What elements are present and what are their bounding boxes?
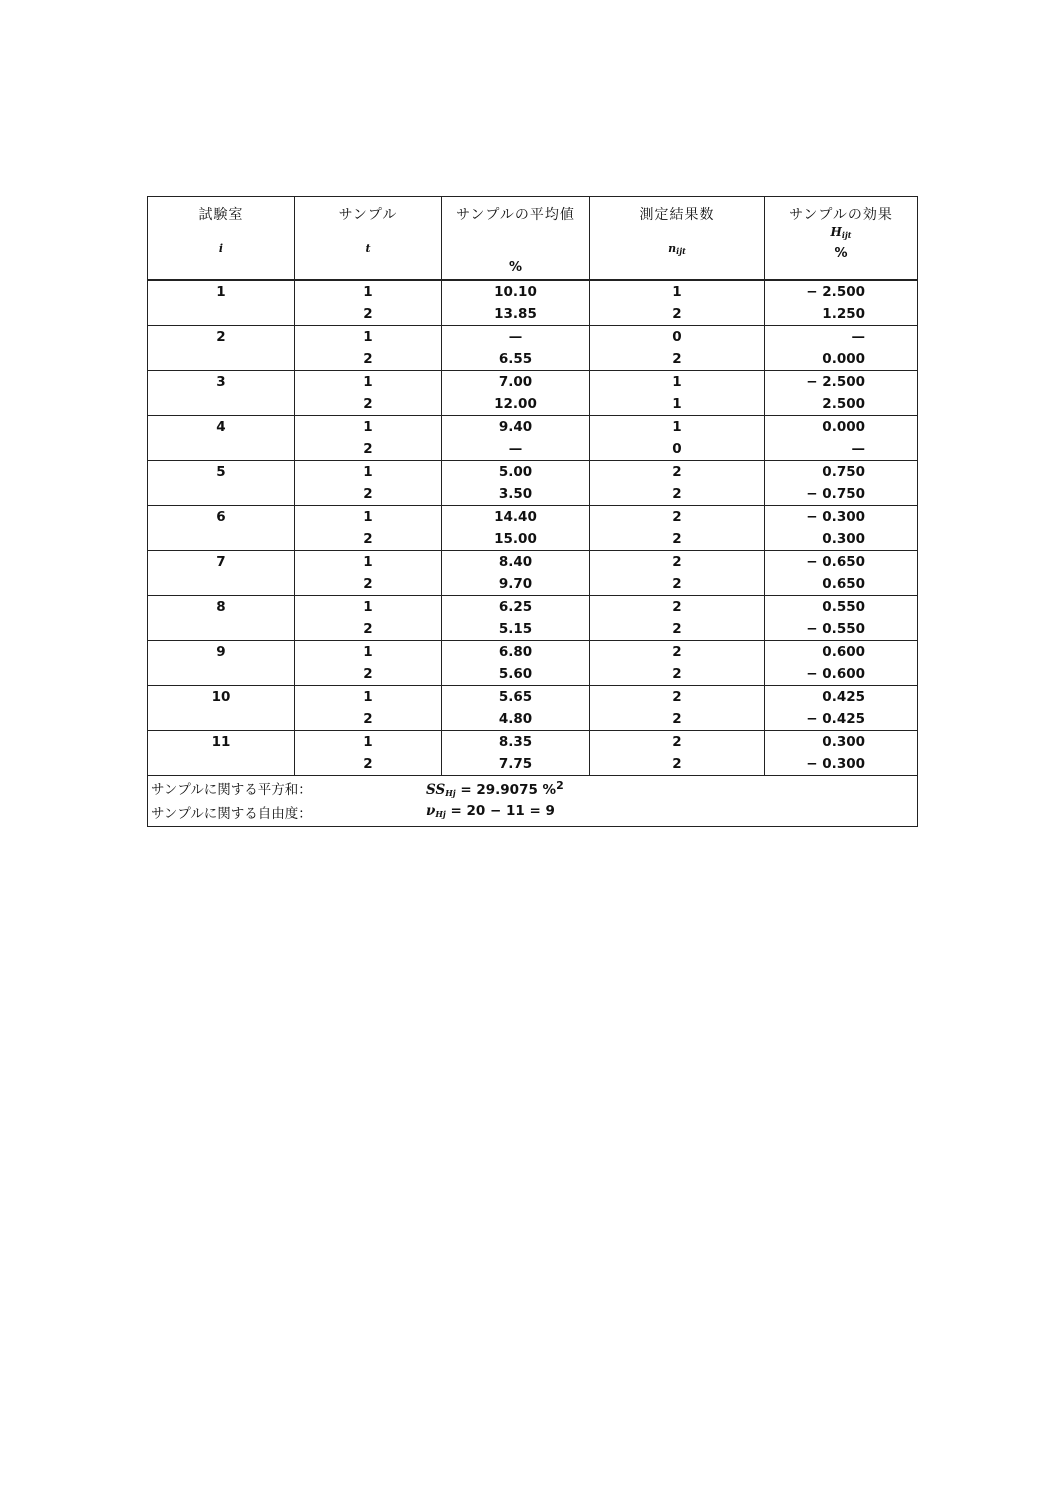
lab-group	[148, 416, 918, 461]
lab-cell	[148, 528, 295, 551]
mean-cell: 6.25	[442, 596, 590, 619]
table-row	[148, 326, 918, 349]
count-cell: 2	[590, 753, 765, 776]
count-cell: 2	[590, 708, 765, 731]
effect-cell: 0.300	[765, 528, 918, 551]
mean-cell: 5.00	[442, 461, 590, 484]
effect-cell: 0.550	[765, 596, 918, 619]
sample-cell: 2	[295, 393, 442, 416]
header-count	[590, 197, 765, 281]
effect-cell: − 0.425	[765, 708, 918, 731]
sample-cell: 2	[295, 708, 442, 731]
sample-cell: 2	[295, 528, 442, 551]
lab-cell	[148, 303, 295, 326]
count-cell: 0	[590, 438, 765, 461]
sample-cell: 2	[295, 618, 442, 641]
lab-group	[148, 280, 918, 326]
sample-cell: 2	[295, 438, 442, 461]
lab-cell: 4	[148, 416, 295, 439]
effect-cell: 0.750	[765, 461, 918, 484]
table-row	[148, 551, 918, 574]
mean-cell: 13.85	[442, 303, 590, 326]
table-row	[148, 708, 918, 731]
table-row	[148, 641, 918, 664]
lab-cell: 6	[148, 506, 295, 529]
sample-cell: 2	[295, 348, 442, 371]
table-row	[148, 438, 918, 461]
table-row	[148, 753, 918, 776]
lab-group	[148, 596, 918, 641]
header-sample-label: サンプル	[338, 207, 398, 223]
header-sample	[295, 197, 442, 281]
lab-cell: 7	[148, 551, 295, 574]
mean-cell: 7.00	[442, 371, 590, 394]
table-row	[148, 393, 918, 416]
count-cell: 2	[590, 596, 765, 619]
count-cell: 2	[590, 731, 765, 754]
mean-cell: 8.40	[442, 551, 590, 574]
table-row	[148, 416, 918, 439]
sample-cell: 1	[295, 416, 442, 439]
sample-cell: 2	[295, 573, 442, 596]
mean-cell: 6.80	[442, 641, 590, 664]
lab-cell: 11	[148, 731, 295, 754]
effect-cell: 0.600	[765, 641, 918, 664]
sample-cell: 1	[295, 686, 442, 709]
lab-group	[148, 461, 918, 506]
mean-cell: 7.75	[442, 753, 590, 776]
lab-cell: 3	[148, 371, 295, 394]
lab-group	[148, 641, 918, 686]
lab-group	[148, 686, 918, 731]
sample-cell: 1	[295, 551, 442, 574]
footer-row	[148, 776, 918, 827]
mean-cell: 5.65	[442, 686, 590, 709]
effect-cell: 0.300	[765, 731, 918, 754]
lab-cell: 5	[148, 461, 295, 484]
footer-cell	[148, 776, 918, 827]
lab-group	[148, 551, 918, 596]
header-effect-unit: %	[834, 246, 848, 261]
header-mean	[442, 197, 590, 281]
count-cell: 2	[590, 303, 765, 326]
effect-cell: 1.250	[765, 303, 918, 326]
table-row	[148, 528, 918, 551]
count-cell: 2	[590, 506, 765, 529]
mean-cell: 4.80	[442, 708, 590, 731]
header-effect-symbol: $H_{ijt}$	[830, 225, 852, 240]
table-row	[148, 280, 918, 303]
lab-cell	[148, 663, 295, 686]
mean-cell: 12.00	[442, 393, 590, 416]
effect-cell: − 0.300	[765, 506, 918, 529]
mean-cell: 5.60	[442, 663, 590, 686]
count-cell: 2	[590, 641, 765, 664]
effect-cell: − 0.300	[765, 753, 918, 776]
table-row	[148, 731, 918, 754]
degrees-of-freedom-label: サンプルに関する自由度：	[151, 806, 312, 822]
sample-cell: 1	[295, 596, 442, 619]
header-effect-label: サンプルの効果	[789, 207, 893, 223]
header-lab-symbol: i	[218, 242, 224, 255]
header-mean-label: サンプルの平均値	[456, 207, 575, 223]
lab-cell: 1	[148, 280, 295, 303]
count-cell: 0	[590, 326, 765, 349]
effect-cell: − 2.500	[765, 371, 918, 394]
lab-group	[148, 731, 918, 776]
count-cell: 1	[590, 371, 765, 394]
table-row	[148, 506, 918, 529]
lab-cell	[148, 708, 295, 731]
sample-cell: 1	[295, 641, 442, 664]
lab-cell	[148, 438, 295, 461]
count-cell: 2	[590, 551, 765, 574]
lab-group	[148, 326, 918, 371]
lab-cell: 2	[148, 326, 295, 349]
degrees-of-freedom-line	[148, 800, 917, 824]
table-row	[148, 596, 918, 619]
effect-cell: —	[765, 326, 918, 349]
sum-of-squares-line	[148, 776, 917, 800]
sample-cell: 2	[295, 483, 442, 506]
count-cell: 1	[590, 393, 765, 416]
sample-cell: 2	[295, 303, 442, 326]
table-row	[148, 483, 918, 506]
effect-cell: —	[765, 438, 918, 461]
lab-cell	[148, 753, 295, 776]
header-lab-label: 試験室	[198, 207, 244, 223]
mean-cell: —	[442, 438, 590, 461]
lab-cell: 10	[148, 686, 295, 709]
header-lab	[148, 197, 295, 281]
table-row	[148, 461, 918, 484]
effect-cell: − 2.500	[765, 280, 918, 303]
header-count-symbol: $n_{ijt}$	[668, 242, 686, 256]
count-cell: 1	[590, 416, 765, 439]
table-row	[148, 686, 918, 709]
mean-cell: —	[442, 326, 590, 349]
table-row	[148, 618, 918, 641]
header-effect	[765, 197, 918, 281]
table-row	[148, 371, 918, 394]
count-cell: 1	[590, 280, 765, 303]
table-row	[148, 348, 918, 371]
lab-group	[148, 371, 918, 416]
sample-cell: 1	[295, 326, 442, 349]
sample-cell: 1	[295, 506, 442, 529]
effect-cell: − 0.750	[765, 483, 918, 506]
sample-cell: 2	[295, 753, 442, 776]
sample-cell: 2	[295, 663, 442, 686]
count-cell: 2	[590, 483, 765, 506]
mean-cell: 8.35	[442, 731, 590, 754]
sample-effects-table	[147, 196, 918, 827]
lab-cell: 8	[148, 596, 295, 619]
table-row	[148, 573, 918, 596]
sum-of-squares-label: サンプルに関する平方和：	[151, 782, 312, 798]
sample-cell: 1	[295, 461, 442, 484]
header-sample-symbol: t	[365, 242, 371, 255]
lab-cell	[148, 618, 295, 641]
lab-cell	[148, 393, 295, 416]
sample-cell: 1	[295, 371, 442, 394]
effect-cell: 0.000	[765, 416, 918, 439]
lab-cell	[148, 483, 295, 506]
header-row	[148, 197, 918, 281]
effect-cell: − 0.650	[765, 551, 918, 574]
mean-cell: 14.40	[442, 506, 590, 529]
count-cell: 2	[590, 348, 765, 371]
header-count-label: 測定結果数	[639, 207, 715, 223]
degrees-of-freedom-expression: $\nu_{Hj} = 20 - 11 = 9$	[426, 803, 555, 819]
header-mean-unit: %	[508, 260, 523, 275]
lab-group	[148, 506, 918, 551]
table-row	[148, 303, 918, 326]
count-cell: 2	[590, 573, 765, 596]
count-cell: 2	[590, 686, 765, 709]
count-cell: 2	[590, 663, 765, 686]
count-cell: 2	[590, 528, 765, 551]
sample-cell: 1	[295, 731, 442, 754]
effect-cell: 0.425	[765, 686, 918, 709]
mean-cell: 3.50	[442, 483, 590, 506]
count-cell: 2	[590, 461, 765, 484]
mean-cell: 15.00	[442, 528, 590, 551]
sample-cell: 1	[295, 280, 442, 303]
mean-cell: 9.40	[442, 416, 590, 439]
mean-cell: 10.10	[442, 280, 590, 303]
table-row	[148, 663, 918, 686]
lab-cell	[148, 348, 295, 371]
effect-cell: − 0.550	[765, 618, 918, 641]
lab-cell	[148, 573, 295, 596]
sum-of-squares-expression: $SS_{Hj} = 29.9075$ %$^2$	[426, 779, 564, 798]
effect-cell: 0.000	[765, 348, 918, 371]
mean-cell: 6.55	[442, 348, 590, 371]
mean-cell: 5.15	[442, 618, 590, 641]
effect-cell: 2.500	[765, 393, 918, 416]
lab-cell: 9	[148, 641, 295, 664]
count-cell: 2	[590, 618, 765, 641]
effect-cell: 0.650	[765, 573, 918, 596]
mean-cell: 9.70	[442, 573, 590, 596]
effect-cell: − 0.600	[765, 663, 918, 686]
